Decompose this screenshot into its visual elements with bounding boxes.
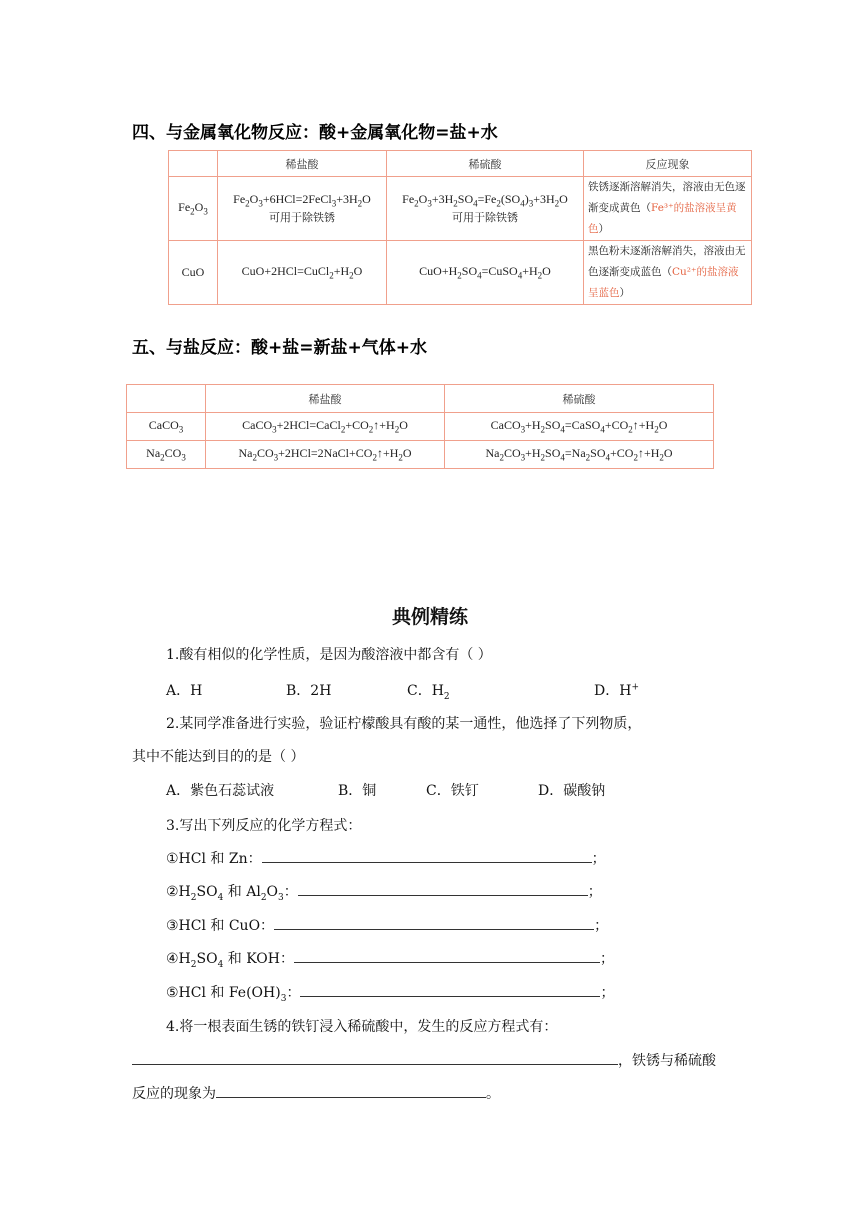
q1-stem: 1.酸有相似的化学性质，是因为酸溶液中都含有（ ）: [166, 647, 492, 663]
metal-oxide-table: [168, 150, 752, 305]
q3-item-5: ⑤HCl 和 $Fe(OH)_3$： ；: [166, 982, 614, 1004]
q2-option-c[interactable]: C．铁钉: [426, 783, 479, 799]
q2-stem-line1: 2.某同学准备进行实验，验证柠檬酸具有酸的某一通性，他选择了下列物质，: [166, 716, 642, 732]
cell-caco3-h2so4: $CaCO_3+H_2SO_4=CaSO_4+CO_2↑+H_2O$: [445, 413, 714, 441]
answer-blank[interactable]: [216, 1083, 486, 1098]
red-note: Fe³⁺的盐溶液呈黄色: [588, 202, 737, 235]
answer-blank[interactable]: [262, 848, 592, 863]
red-note: Cu²⁺的盐溶液呈蓝色: [588, 266, 739, 299]
header-h2so4: 稀硫酸: [445, 385, 714, 413]
table-row: [127, 413, 714, 441]
q3-item-2: $②H_2SO_4$ 和 $Al_2O_3$： ；: [166, 881, 602, 903]
cell-na2co3-h2so4: $Na_2CO_3+H_2SO_4=Na_2SO_4+CO_2↑+H_2O$: [445, 441, 714, 469]
cell-cuo-h2so4: $CuO+H_2SO_4=CuSO_4+H_2O$: [387, 241, 584, 305]
header-empty: [169, 151, 218, 177]
row-label-fe2o3: $Fe_2O_3$: [169, 177, 218, 241]
q4-line2: ，铁锈与稀硫酸: [132, 1050, 716, 1070]
header-h2so4: 稀硫酸: [387, 151, 584, 177]
q2-option-a[interactable]: A．紫色石蕊试液: [166, 783, 275, 799]
note: 可用于除铁锈: [452, 210, 518, 224]
q2-option-d[interactable]: D．碳酸钠: [538, 783, 606, 799]
table-row: [127, 441, 714, 469]
q2-option-b[interactable]: B．铜: [338, 783, 377, 799]
cell-fe2o3-phenomenon: 铁锈逐渐溶解消失，溶液由无色逐渐变成黄色（Fe³⁺的盐溶液呈黄色）: [584, 177, 752, 241]
q3-stem: 3.写出下列反应的化学方程式：: [166, 818, 362, 834]
cell-cuo-phenomenon: 黑色粉末逐渐溶解消失，溶液由无色逐渐变成蓝色（Cu²⁺的盐溶液呈蓝色）: [584, 241, 752, 305]
header-hcl: 稀盐酸: [218, 151, 387, 177]
cell-cuo-hcl: $CuO+2HCl=CuCl_2+H_2O$: [218, 241, 387, 305]
equation: $Fe_2O_3+3H_2SO_4=Fe_2(SO_4)_3+3H_2O$: [402, 192, 568, 209]
q3-item-4: $④H_2SO_4$ 和 KOH： ；: [166, 948, 614, 970]
section4-heading: 四、与金属氧化物反应：酸+金属氧化物=盐+水: [132, 123, 498, 143]
q3-item-3: ③HCl 和 CuO： ；: [166, 915, 608, 935]
section5-heading: 五、与盐反应：酸+盐=新盐+气体+水: [132, 338, 427, 358]
table-row: [169, 177, 752, 241]
answer-blank[interactable]: [294, 948, 600, 963]
q4-stem: 4.将一根表面生锈的铁钉浸入稀硫酸中，发生的反应方程式有：: [166, 1019, 558, 1035]
cell-fe2o3-h2so4: [387, 177, 584, 241]
answer-blank[interactable]: [274, 915, 594, 930]
practice-title: 典例精练: [391, 606, 468, 628]
cell-na2co3-hcl: $Na_2CO_3+2HCl=2NaCl+CO_2↑+H_2O$: [206, 441, 445, 469]
salt-table: [126, 384, 714, 469]
row-label-na2co3: $Na_2CO_3$: [127, 441, 206, 469]
q1-option-a[interactable]: A．H: [166, 683, 203, 699]
header-hcl: 稀盐酸: [206, 385, 445, 413]
row-label-caco3: CaCO$_3$: [127, 413, 206, 441]
cell-caco3-hcl: $CaCO_3+2HCl=CaCl_2+CO_2↑+H_2O$: [206, 413, 445, 441]
table-row: [169, 241, 752, 305]
answer-blank[interactable]: [298, 881, 588, 896]
q2-stem-line2: 其中不能达到目的的是（ ）: [132, 749, 305, 765]
header-empty: [127, 385, 206, 413]
answer-blank[interactable]: [132, 1050, 618, 1065]
q4-line3: 反应的现象为 。: [132, 1083, 500, 1103]
note: 可用于除铁锈: [269, 210, 335, 224]
answer-blank[interactable]: [300, 982, 600, 997]
header-phenomenon: 反应现象: [584, 151, 752, 177]
cell-fe2o3-hcl: [218, 177, 387, 241]
q1-option-c[interactable]: C．$H_2$: [407, 683, 450, 702]
equation: $Fe_2O_3+6HCl=2FeCl_3+3H_2O$: [233, 192, 371, 209]
row-label-cuo: CuO: [169, 241, 218, 305]
q1-option-d[interactable]: D．H+: [594, 682, 639, 699]
q1-option-b[interactable]: B．2H: [286, 683, 332, 699]
q3-item-1: ①HCl 和 Zn： ；: [166, 848, 606, 868]
